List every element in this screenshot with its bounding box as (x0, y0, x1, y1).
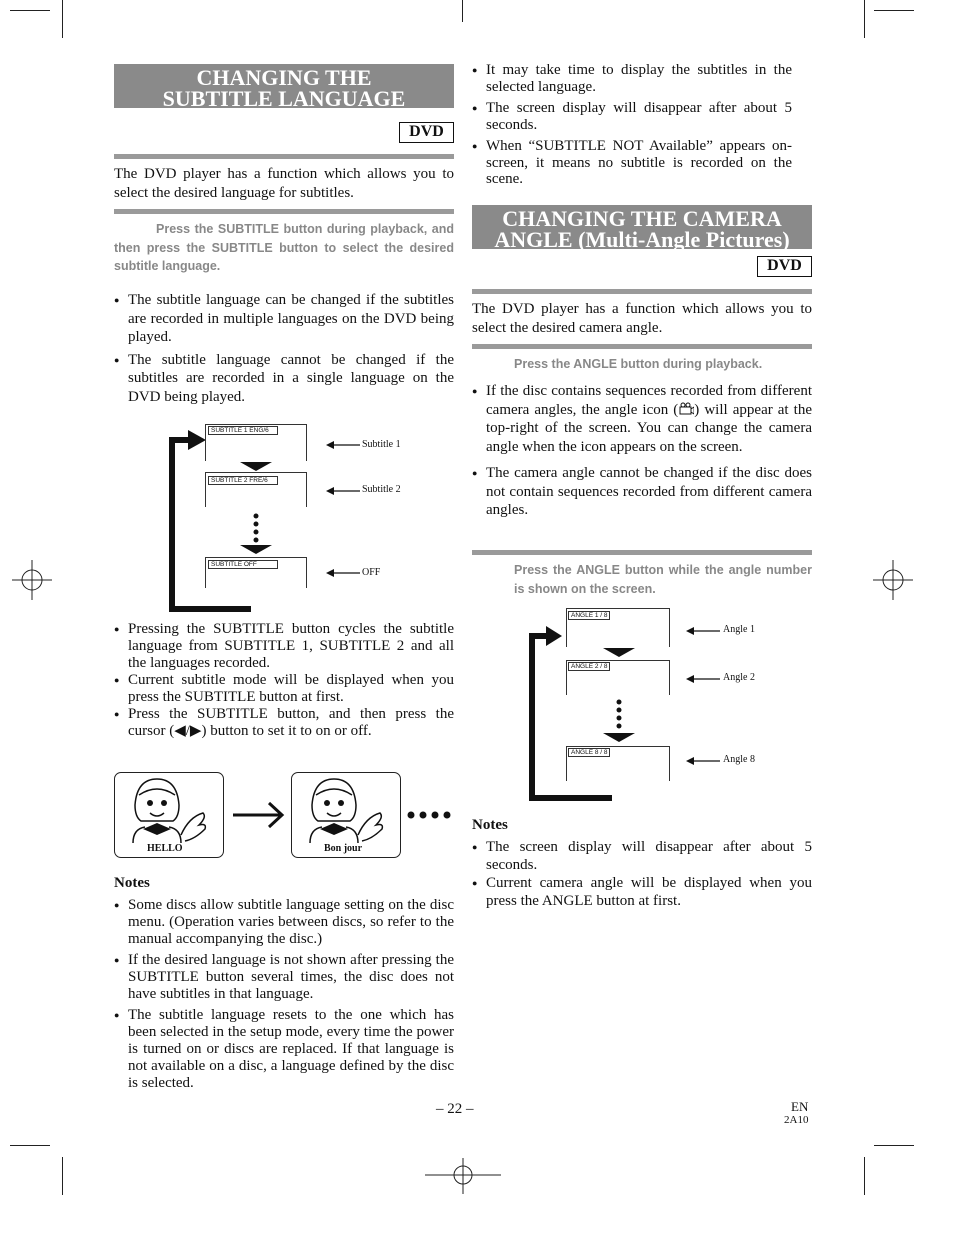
angle-notes-heading: Notes (472, 817, 508, 833)
subtitle-section-title: CHANGING THE SUBTITLE LANGUAGE (114, 64, 454, 108)
document-code: 2A10 (784, 1114, 809, 1126)
list-item: ● Some discs allow subtitle language setting on the disc menu. (Operation varies between discs, so refer to the manual accompanying the disc.) (114, 897, 454, 948)
dvd-badge: DVD (757, 256, 812, 277)
pointer-arrow-icon (326, 568, 360, 578)
illustration-panel-bonjour (291, 772, 401, 858)
list-item: ● It may take time to display the subtitles in the selected language. (472, 62, 792, 95)
section-divider (472, 289, 812, 294)
list-item (472, 382, 812, 456)
subtitle-osd-1: SUBTITLE 1 ENG/6 (208, 426, 278, 435)
camera-angle-instruction-1: Press the ANGLE button during playback. (514, 357, 763, 371)
angle-label-2: Angle 2 (723, 672, 755, 683)
section-divider (472, 550, 812, 555)
ellipsis-arrow-icon (240, 512, 272, 556)
list-item: ● When “SUBTITLE NOT Available” appears on-screen, it means no subtitle is recorded on the scene. (472, 138, 792, 188)
list-item: ● The screen display will disappear after about 5 seconds. (472, 838, 812, 874)
angle-bullet-text-end: ) will appear at the top-right of the screen. You can change the camera angle when the icon appears on the screen. (486, 401, 812, 455)
illustration-panel-hello (114, 772, 224, 858)
camera-angle-instruction-2: Press the ANGLE button while the angle number is shown on the screen. (514, 563, 812, 596)
angle-notes (472, 838, 812, 910)
subtitle-notes-heading: Notes (114, 875, 150, 891)
angle-osd-2: ANGLE 2 / 8 (568, 662, 610, 671)
section-divider (114, 209, 454, 214)
ellipsis-arrow-icon (603, 698, 635, 744)
registration-mark-left (12, 560, 52, 600)
crop-mark (874, 10, 914, 11)
subtitle-osd-off: SUBTITLE OFF (208, 560, 278, 569)
girl-illustration-icon (292, 773, 400, 843)
list-item: ● The camera angle cannot be changed if the disc does not contain sequences recorded from different camera angles. (472, 464, 812, 520)
crop-mark (10, 1145, 50, 1146)
down-arrow-icon (603, 648, 635, 658)
list-item: ● Press the SUBTITLE button, and then press the cursor (◀/▶) button to set it to on or off. (114, 706, 454, 740)
illustration-caption-hello: HELLO (147, 843, 183, 854)
down-arrow-icon (240, 462, 272, 472)
list-item: ● Current camera angle will be displayed when you press the ANGLE button at first. (472, 874, 812, 910)
subtitle-label-1: Subtitle 1 (362, 439, 401, 450)
list-item: ● The subtitle language resets to the one which has been selected in the setup mode, every time the power is turned on or discs are replaced. If that language is not available on a disc, a language defined by the disc is selected. (114, 1007, 454, 1092)
section-divider (114, 154, 454, 159)
subtitle-bullets (114, 291, 454, 406)
angle-bullet-text-start: If the disc contains sequences recorded from different camera angles, the angle icon ( (486, 383, 812, 418)
camera-angle-icon (678, 402, 694, 415)
camera-angle-bullets (472, 382, 812, 520)
subtitle-label-2: Subtitle 2 (362, 484, 401, 495)
camera-angle-intro: The DVD player has a function which allows you to select the desired camera angle. (472, 301, 812, 336)
camera-angle-section-title: CHANGING THE CAMERA ANGLE (Multi-Angle Pictures) (472, 205, 812, 249)
subtitle-notes (114, 897, 454, 1092)
crop-mark (62, 0, 63, 38)
registration-mark-bottom (425, 1158, 501, 1194)
crop-mark (462, 0, 463, 22)
registration-mark-right (873, 560, 913, 600)
angle-osd-1: ANGLE 1 / 8 (568, 611, 610, 620)
list-item: ● The subtitle language can be changed if the subtitles are recorded in multiple languages on the DVD being played. (114, 291, 454, 347)
crop-mark (874, 1145, 914, 1146)
list-item: ● If the desired language is not shown after pressing the SUBTITLE button several times, the disc does not have subtitles in that language. (114, 952, 454, 1003)
angle-label-1: Angle 1 (723, 624, 755, 635)
pointer-arrow-icon (686, 626, 720, 636)
section-divider (472, 344, 812, 349)
crop-mark (864, 0, 865, 38)
dvd-badge: DVD (399, 122, 454, 143)
list-item: ● Pressing the SUBTITLE button cycles the subtitle language from SUBTITLE 1, SUBTITLE 2 and all the languages recorded. (114, 621, 454, 672)
list-item: ● The subtitle language cannot be changed if the subtitles are recorded in a single language on the DVD being played. (114, 351, 454, 407)
list-item: ● Current subtitle mode will be displayed when you press the SUBTITLE button at first. (114, 672, 454, 706)
pointer-arrow-icon (686, 674, 720, 684)
pointer-arrow-icon (326, 440, 360, 450)
crop-mark (864, 1157, 865, 1195)
pointer-arrow-icon (686, 756, 720, 766)
angle-osd-8: ANGLE 8 / 8 (568, 748, 610, 757)
subtitle-instruction: Press the SUBTITLE button during playback, and then press the SUBTITLE button to select the desired subtitle language. (114, 222, 454, 273)
subtitle-continued-bullets (472, 62, 792, 188)
crop-mark (10, 10, 50, 11)
list-item: ● The screen display will disappear after about 5 seconds. (472, 100, 792, 133)
girl-illustration-icon (115, 773, 223, 843)
pointer-arrow-icon (326, 486, 360, 496)
crop-mark (62, 1157, 63, 1195)
illustration-caption-bonjour: Bon jour (324, 843, 363, 854)
right-arrow-icon (231, 800, 285, 830)
continuation-dots-icon (405, 809, 455, 821)
page-number: – 22 – (436, 1101, 474, 1117)
subtitle-osd-2: SUBTITLE 2 FRE/6 (208, 476, 278, 485)
subtitle-label-off: OFF (362, 567, 381, 578)
subtitle-intro: The DVD player has a function which allows you to select the desired language for subtitles. (114, 166, 454, 201)
angle-label-8: Angle 8 (723, 754, 755, 765)
language-code: EN (791, 1099, 809, 1114)
subtitle-bullets-2 (114, 621, 454, 740)
